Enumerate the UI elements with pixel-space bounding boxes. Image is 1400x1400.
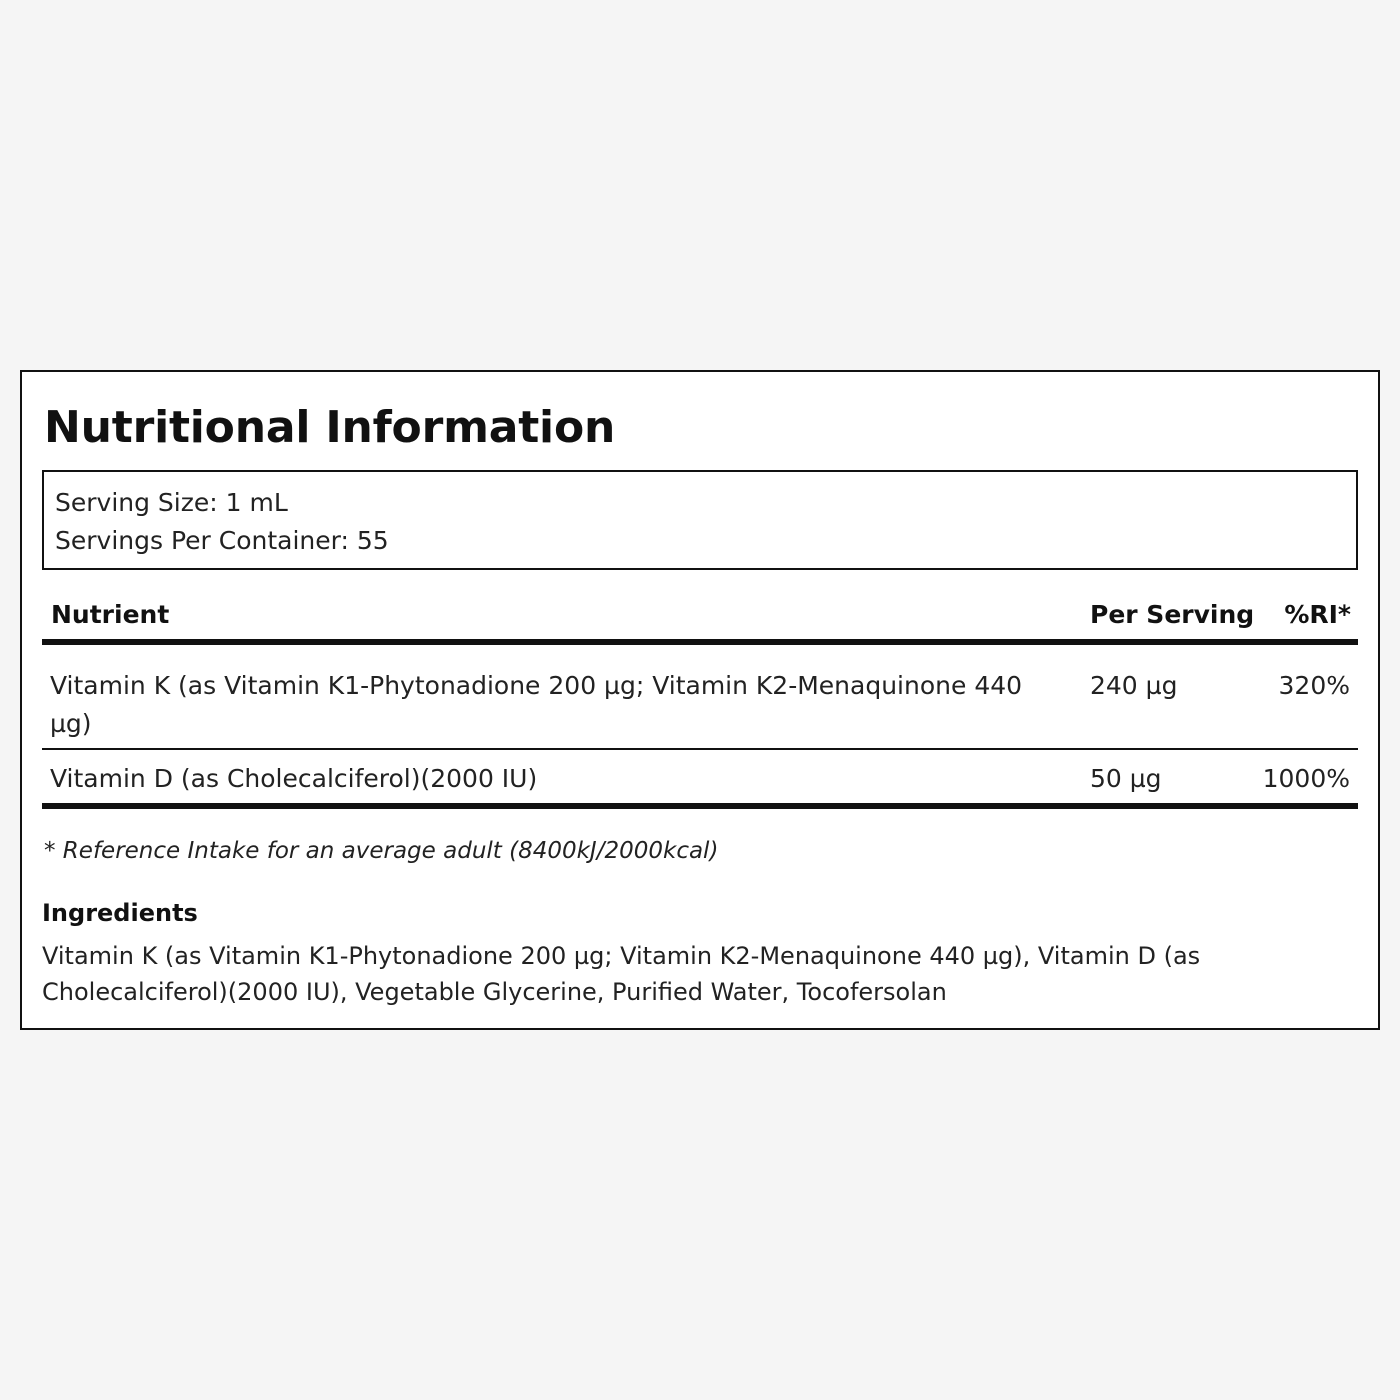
table-row-per-serving: 240 µg xyxy=(1090,671,1178,700)
ingredients-heading: Ingredients xyxy=(42,899,198,927)
column-header-ri: %RI* xyxy=(1284,600,1351,629)
reference-intake-footnote: * Reference Intake for an average adult (8400kJ/2000kcal) xyxy=(44,838,719,864)
table-row-per-serving: 50 µg xyxy=(1090,764,1162,793)
table-row-nutrient: Vitamin K (as Vitamin K1-Phytonadione 200 µg; Vitamin K2-Menaquinone 440 µg) xyxy=(50,671,1023,738)
column-header-per-serving: Per Serving xyxy=(1090,600,1255,629)
serving-size: Serving Size: 1 mL xyxy=(55,488,288,517)
column-header-nutrient: Nutrient xyxy=(51,600,170,629)
table-row-nutrient: Vitamin D (as Cholecalciferol)(2000 IU) xyxy=(50,764,538,793)
serving-info-box xyxy=(42,470,1358,570)
nutrition-panel xyxy=(20,370,1380,1030)
ingredients-list: Vitamin K (as Vitamin K1-Phytonadione 200 µg; Vitamin K2-Menaquinone 440 µg), Vitamin D (as Cholecalciferol)(2000 IU), Vegetable Glycerine, Purified Water, Tocofersolan xyxy=(42,942,1201,1006)
table-row-ri: 320% xyxy=(1278,671,1350,700)
table-bottom-divider xyxy=(42,803,1358,809)
row-divider xyxy=(42,748,1358,750)
header-divider xyxy=(42,639,1358,645)
page-title: Nutritional Information xyxy=(44,402,616,453)
table-row-ri: 1000% xyxy=(1262,764,1350,793)
servings-per-container: Servings Per Container: 55 xyxy=(55,526,389,555)
